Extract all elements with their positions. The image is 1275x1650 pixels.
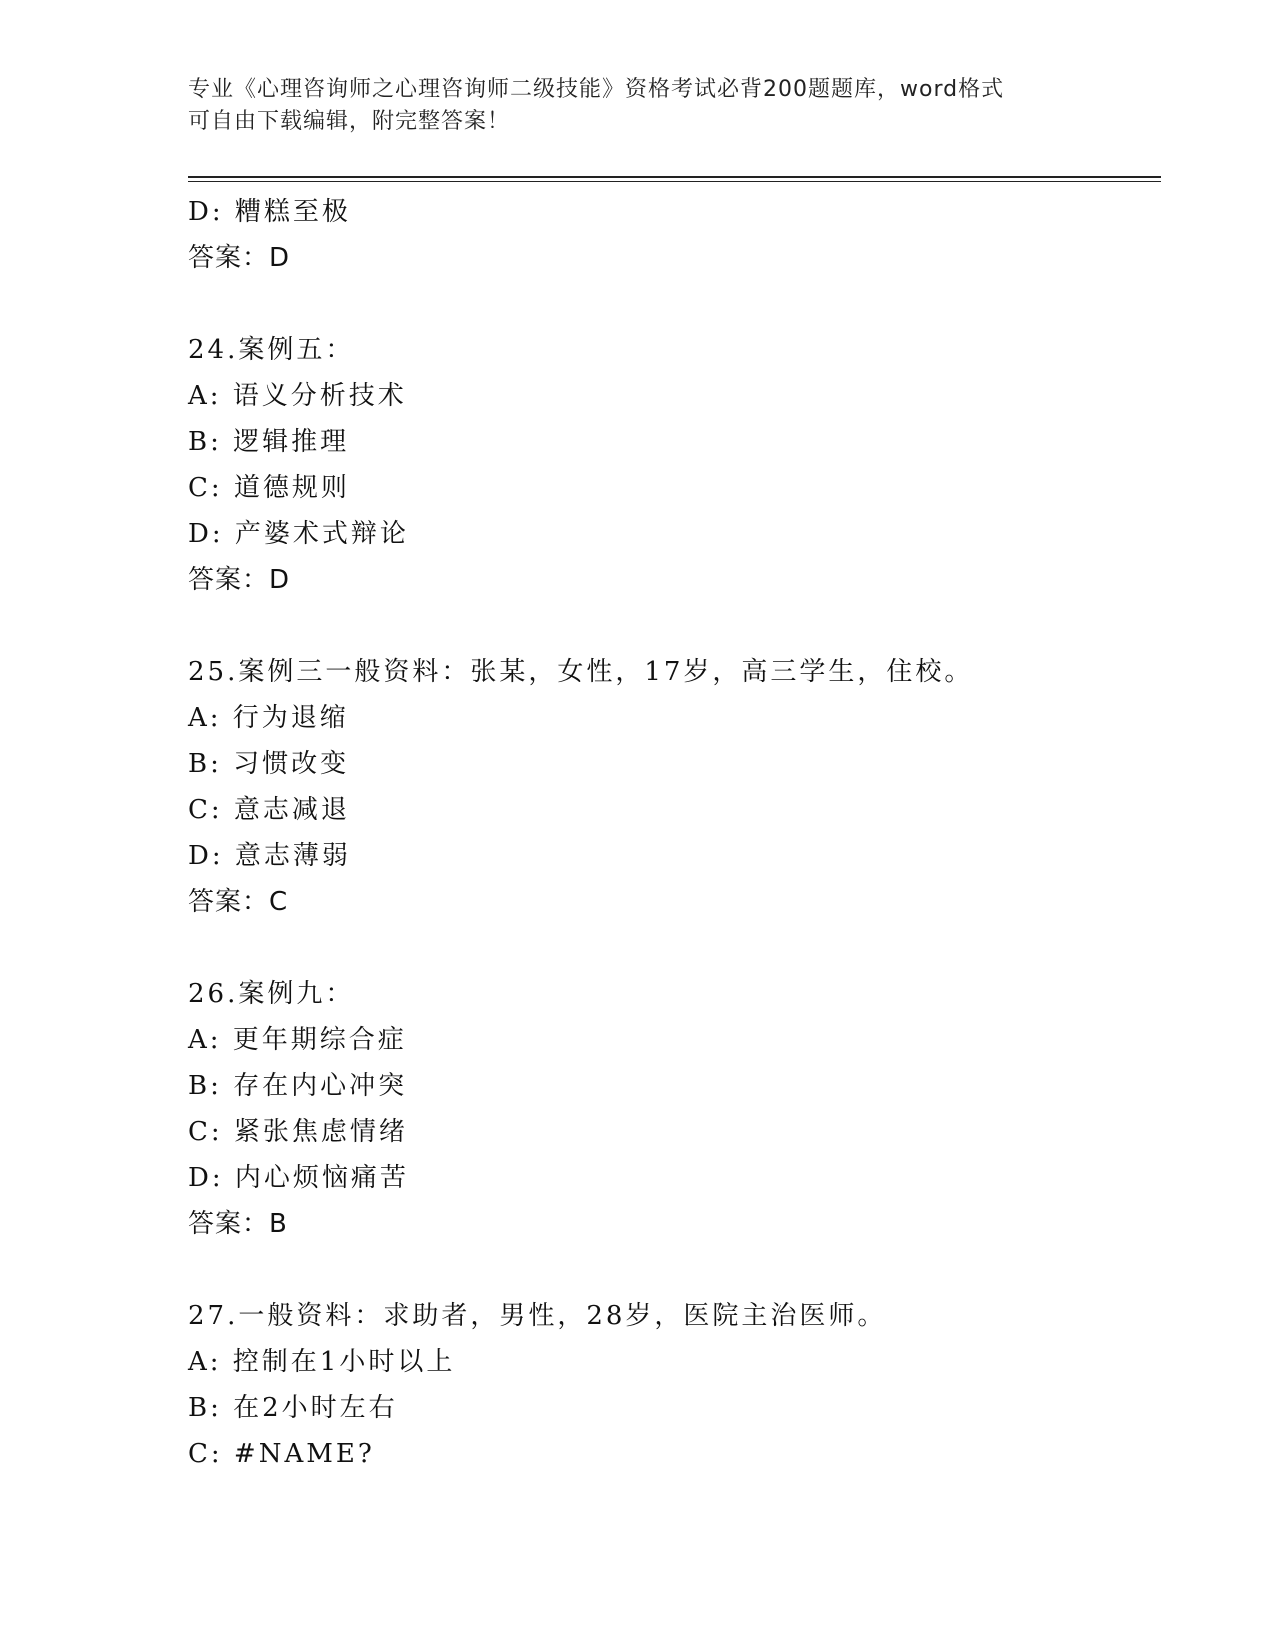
option-d: D: 内心烦恼痛苦 bbox=[188, 1163, 409, 1193]
header-line-1: 专业《心理咨询师之心理咨询师二级技能》资格考试必背200题题库，word格式 bbox=[188, 77, 1005, 102]
option-a: A: 行为退缩 bbox=[188, 703, 349, 733]
answer: 答案：B bbox=[188, 1209, 288, 1239]
question-24 bbox=[188, 327, 1148, 603]
option-b: B: 习惯改变 bbox=[188, 749, 350, 779]
answer: 答案：C bbox=[188, 887, 289, 917]
question-25 bbox=[188, 649, 1148, 925]
option-b: B: 逻辑推理 bbox=[188, 427, 350, 457]
option-b: B: 存在内心冲突 bbox=[188, 1071, 408, 1101]
option-b: B: 在2小时左右 bbox=[188, 1393, 398, 1423]
question-stem: 25.案例三一般资料：张某，女性，17岁，高三学生，住校。 bbox=[188, 657, 974, 687]
header-rule bbox=[188, 176, 1161, 178]
option-c: C: 道德规则 bbox=[188, 473, 350, 503]
spacer bbox=[188, 603, 1148, 649]
spacer bbox=[188, 281, 1148, 327]
question-list bbox=[188, 189, 1148, 1477]
question-stem: 24.案例五： bbox=[188, 335, 355, 365]
option-c: C: #NAME? bbox=[188, 1439, 375, 1469]
option-a: A: 控制在1小时以上 bbox=[188, 1347, 456, 1377]
answer: 答案：D bbox=[188, 243, 291, 273]
header-line-2: 可自由下载编辑，附完整答案！ bbox=[188, 109, 511, 134]
option-d: D: 意志薄弱 bbox=[188, 841, 351, 871]
option-d: D: 产婆术式辩论 bbox=[188, 519, 409, 549]
spacer bbox=[188, 925, 1148, 971]
option-c: C: 紧张焦虑情绪 bbox=[188, 1117, 408, 1147]
question-26 bbox=[188, 971, 1148, 1247]
answer: 答案：D bbox=[188, 565, 291, 595]
option-d: D: 糟糕至极 bbox=[188, 197, 351, 227]
question-27 bbox=[188, 1293, 1148, 1477]
question-stem: 26.案例九： bbox=[188, 979, 355, 1009]
spacer bbox=[188, 1247, 1148, 1293]
question-stem: 27.一般资料：求助者，男性，28岁，医院主治医师。 bbox=[188, 1301, 887, 1331]
option-c: C: 意志减退 bbox=[188, 795, 350, 825]
option-a: A: 语义分析技术 bbox=[188, 381, 407, 411]
page-header bbox=[188, 74, 1088, 138]
option-a: A: 更年期综合症 bbox=[188, 1025, 407, 1055]
header-rule-secondary bbox=[188, 181, 1161, 182]
